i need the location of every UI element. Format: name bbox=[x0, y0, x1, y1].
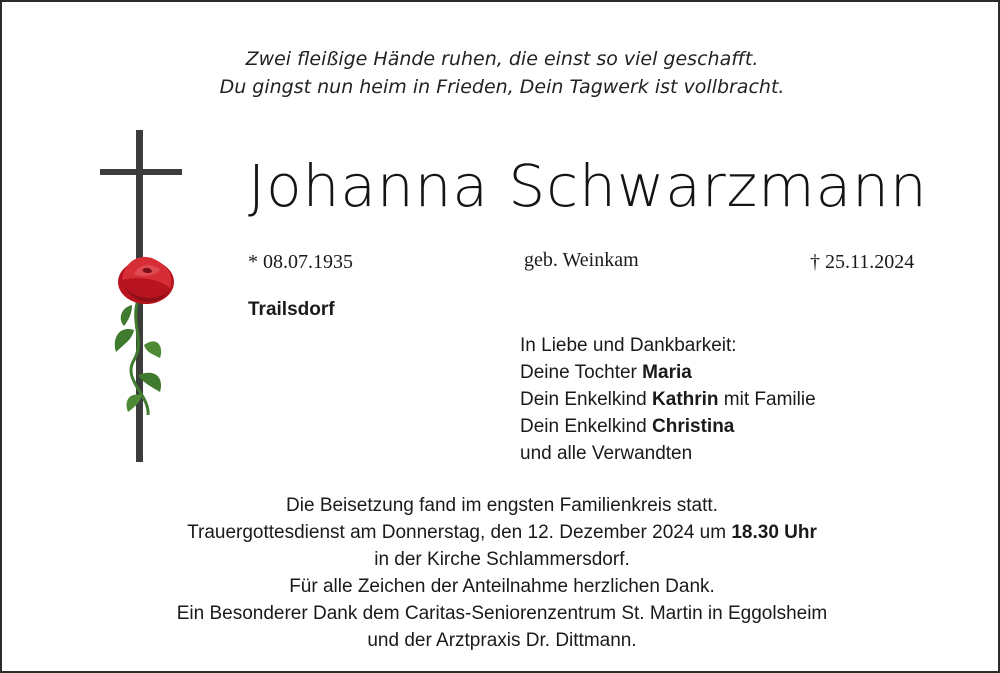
deceased-name: Johanna Schwarzmann bbox=[248, 152, 928, 220]
mourner-grandchild-2-prefix: Dein Enkelkind bbox=[520, 416, 653, 437]
mourner-grandchild-1-name: Kathrin bbox=[652, 389, 719, 410]
mourner-grandchild-2 bbox=[520, 413, 816, 440]
mourner-daughter-prefix: Deine Tochter bbox=[520, 362, 643, 383]
notice-line-2-text: Trauergottesdienst am Donnerstag, den 12. Dezember 2024 um bbox=[187, 522, 732, 543]
hometown: Trailsdorf bbox=[248, 299, 335, 320]
maiden-name: geb. Weinkam bbox=[524, 249, 639, 271]
poem-line-2: Du gingst nun heim in Frieden, Dein Tagwerk ist vollbracht. bbox=[219, 76, 785, 98]
notice-line-1: Die Beisetzung fand im engsten Familienkreis statt. bbox=[286, 495, 718, 516]
mourner-daughter bbox=[520, 359, 816, 386]
funeral-notice bbox=[2, 492, 1000, 654]
mourner-grandchild-1-prefix: Dein Enkelkind bbox=[520, 389, 653, 410]
poem-line-1: Zwei fleißige Hände ruhen, die einst so viel geschafft. bbox=[245, 48, 759, 70]
mourner-grandchild-1 bbox=[520, 386, 816, 413]
birth-date: * 08.07.1935 bbox=[248, 251, 353, 273]
mourner-grandchild-1-suffix: mit Familie bbox=[718, 389, 816, 410]
mourners-intro: In Liebe und Dankbarkeit: bbox=[520, 335, 737, 356]
notice-line-6: und der Arztpraxis Dr. Dittmann. bbox=[367, 630, 637, 651]
notice-line-5: Ein Besonderer Dank dem Caritas-Seniorenzentrum St. Martin in Eggolsheim bbox=[176, 603, 828, 624]
mourners-list bbox=[520, 332, 816, 467]
service-time: 18.30 Uhr bbox=[731, 522, 817, 543]
cross-with-rose-icon bbox=[98, 130, 188, 465]
mourner-daughter-name: Maria bbox=[642, 362, 692, 383]
death-date: † 25.11.2024 bbox=[810, 251, 915, 273]
notice-line-4: Für alle Zeichen der Anteilnahme herzlichen Dank. bbox=[289, 576, 715, 597]
notice-line-2 bbox=[2, 519, 1000, 546]
notice-line-3: in der Kirche Schlammersdorf. bbox=[374, 549, 630, 570]
mourner-relatives: und alle Verwandten bbox=[520, 443, 693, 464]
mourner-grandchild-2-name: Christina bbox=[652, 416, 735, 437]
